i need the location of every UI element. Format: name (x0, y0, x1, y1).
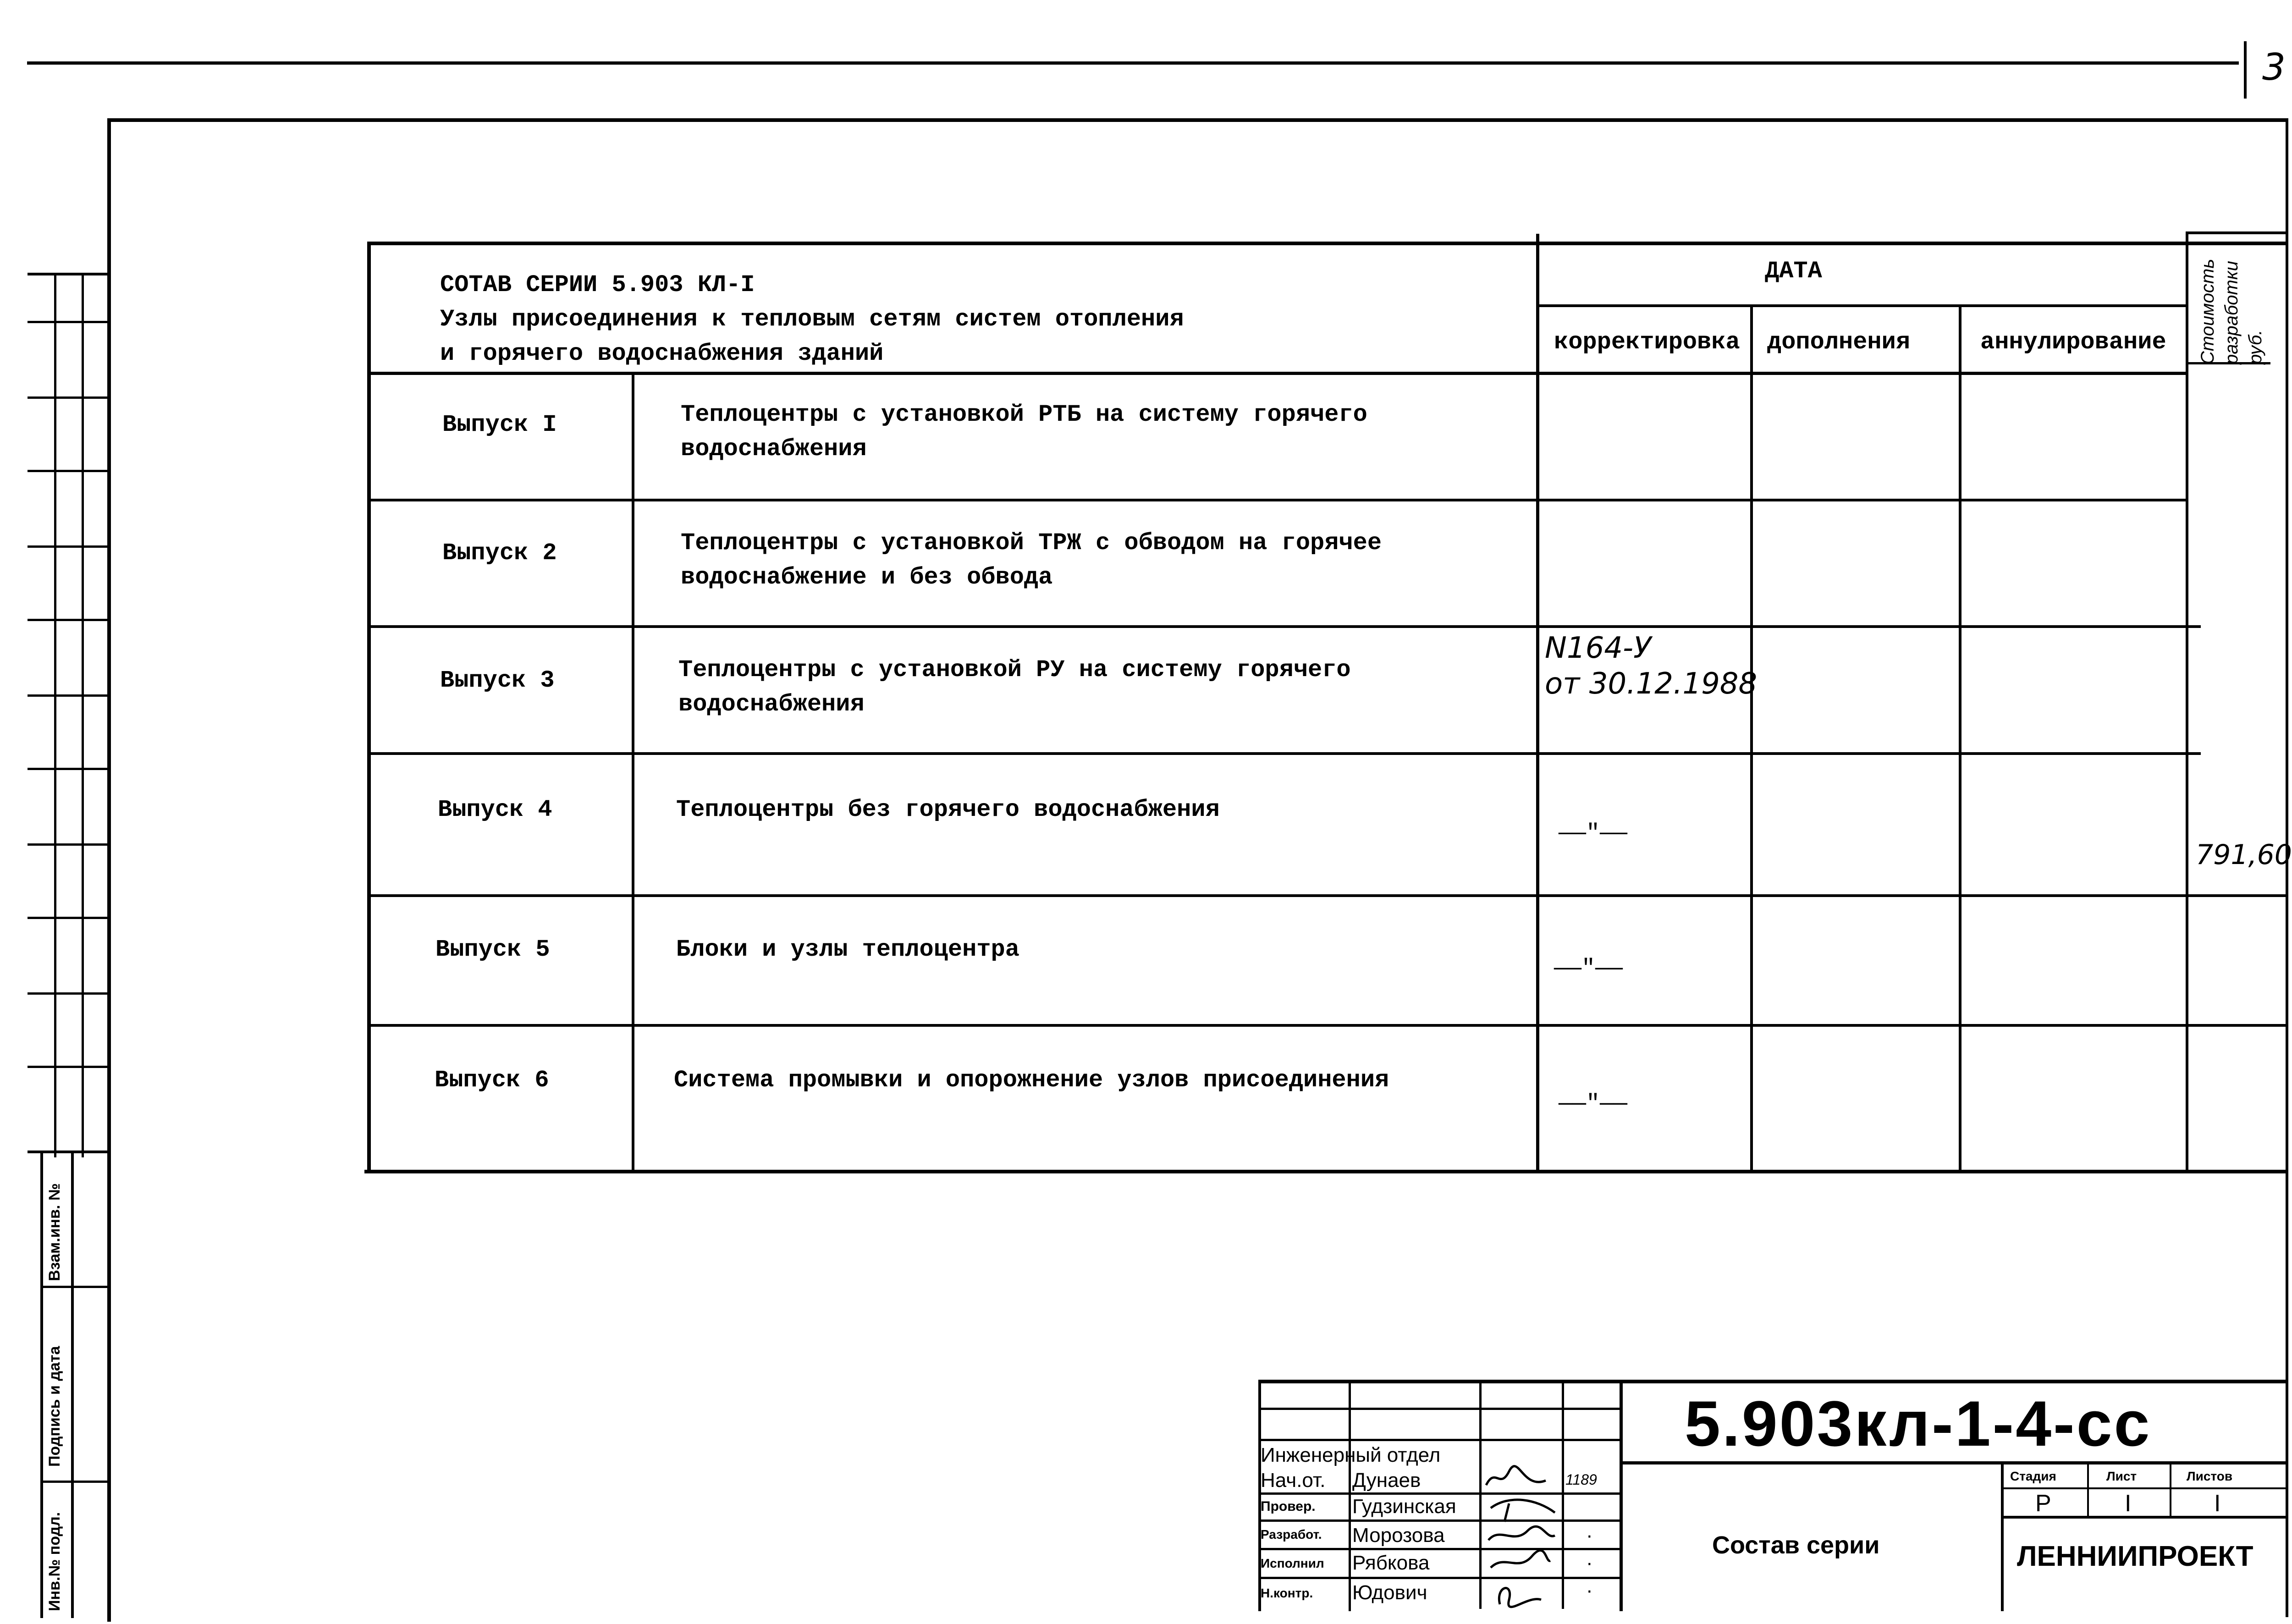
department: Инженерный отдел (1261, 1444, 1441, 1466)
staff-date: · (1586, 1524, 1593, 1547)
staff-role: Нач.от. (1261, 1469, 1326, 1492)
issue-description: Теплоцентры с установкой ТРЖ с обводом на горячее (681, 529, 1382, 556)
signatures (1482, 1462, 1562, 1609)
issue-description-cont: водоснабжения (678, 691, 865, 718)
frame-top (108, 118, 2288, 122)
issue-label: Выпуск I (442, 411, 557, 438)
top-trim-line (27, 61, 2239, 65)
staff-name: Морозова (1352, 1524, 1445, 1547)
sheets-label: Листов (2187, 1469, 2233, 1483)
page-number-divider (2244, 41, 2247, 99)
staff-date: 1189 (1565, 1471, 1597, 1488)
issue-description: Блоки и узлы теплоцентра (676, 936, 1019, 963)
issue-label: Выпуск 3 (440, 667, 555, 694)
frame-left (107, 118, 111, 1622)
issue-label: Выпуск 2 (442, 539, 557, 567)
header-subtitle-2: и горячего водоснабжения зданий (440, 340, 884, 367)
inv-label: Инв.№ подл. (46, 1512, 63, 1611)
ditto-mark: ——"—— (1559, 1091, 1628, 1117)
issue-label: Выпуск 6 (435, 1067, 549, 1094)
staff-name: Юдович (1352, 1581, 1427, 1604)
header-subtitle-1: Узлы присоединения к тепловым сетям систем отопления (440, 306, 1184, 333)
staff-role: Исполнил (1261, 1556, 1324, 1570)
staff-role: Н.контр. (1261, 1586, 1313, 1600)
stage-label: Стадия (2010, 1469, 2056, 1483)
issue-description-cont: водоснабжение и без обвода (681, 564, 1053, 591)
issue-description: Теплоцентры без горячего водоснабжения (676, 796, 1220, 823)
sign-date-label: Подпись и дата (46, 1346, 63, 1467)
sheets-value: I (2214, 1490, 2221, 1517)
ditto-mark: ——"—— (1559, 820, 1628, 847)
staff-date: · (1586, 1552, 1593, 1574)
col-cost-header: Стоимость разработки руб. (2198, 259, 2265, 364)
ditto-mark: ——"—— (1554, 956, 1623, 982)
document-title: Состав серии (1712, 1531, 1880, 1559)
issue-description: Теплоцентры с установкой РТБ на систему горячего (681, 401, 1367, 428)
page-number: 3 (2262, 46, 2286, 88)
col-additions-header: дополнения (1767, 329, 1911, 356)
issue-label: Выпуск 5 (435, 936, 550, 963)
staff-name: Рябкова (1352, 1552, 1430, 1574)
col-cancellation-header: аннулирование (1980, 329, 2166, 356)
sheet-value: I (2125, 1490, 2132, 1517)
organization: ЛЕННИИПРОЕКТ (2017, 1541, 2253, 1572)
correction-note: N164-У от 30.12.1988 (1545, 631, 1758, 701)
stage-value: Р (2035, 1490, 2051, 1517)
staff-name: Дунаев (1352, 1469, 1421, 1492)
issue-description: Теплоцентры с установкой РУ на систему горячего (678, 656, 1351, 683)
col-correction-header: корректировка (1554, 329, 1740, 356)
staff-date: · (1586, 1579, 1593, 1602)
staff-role: Провер. (1261, 1499, 1316, 1514)
staff-role: Разработ. (1261, 1527, 1322, 1541)
staff-name: Гудзинская (1352, 1495, 1456, 1518)
header-title: СОТАВ СЕРИИ 5.903 КЛ-I (440, 271, 755, 298)
issue-description: Система промывки и опорожнение узлов присоединения (674, 1067, 1389, 1094)
cost-value: 791,60 (2196, 839, 2292, 871)
sheet-label: Лист (2106, 1469, 2137, 1483)
document-code: 5.903кл-1-4-сс (1685, 1387, 2152, 1459)
date-header: ДАТА (1765, 258, 1822, 285)
issue-label: Выпуск 4 (438, 796, 552, 823)
replace-inv-label: Взам.инв. № (46, 1183, 63, 1281)
issue-description-cont: водоснабжения (681, 435, 867, 462)
